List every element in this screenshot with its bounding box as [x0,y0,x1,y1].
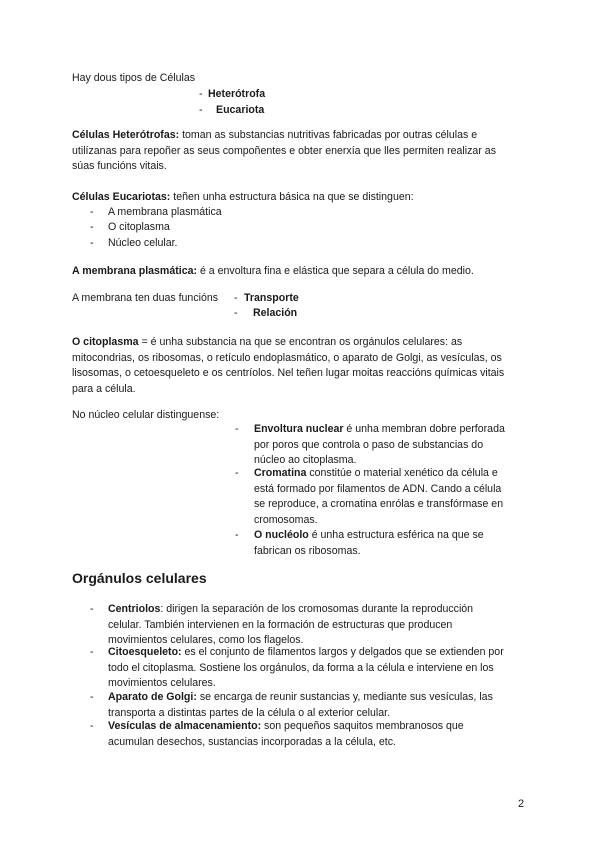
list-dash: - [235,423,239,435]
heterotrofas-line: utilízanas para repoñer as seus compoñentes e obter enerxía que lles permiten realizar as [72,144,496,157]
organulo-line: transporta a distintas partes de la célula o al exterior celular. [108,706,391,719]
intro-text: Hay dous tipos de Células [72,72,196,84]
list-dash: - [90,646,94,658]
organulo-line: acumulan desechos, sustancias incorporadas a la célula, etc. [108,735,396,748]
nucleo-line: está formado por filamentos de ADN. Cando a célula [254,482,502,495]
eucariotas-term: Células Eucariotas: [72,191,171,203]
organulo-term: Centriolos [108,603,161,615]
citoplasma-paragraph [72,335,530,397]
list-dash: - [234,307,238,319]
list-dash: - [90,221,94,233]
nucleo-term: Cromatina [254,467,307,479]
type-dash: - [199,88,203,100]
nucleo-line: cromosomas. [254,513,318,526]
nucleo-term: O nucléolo [254,529,309,541]
function-relacion: Relación [253,307,298,319]
eucariotas-text: teñen unha estructura básica na que se distinguen: [170,191,414,203]
organulo-item [108,690,538,721]
organulo-term: Vesículas de almacenamiento: [108,720,262,732]
eucariotas-paragraph [72,190,530,206]
list-dash: - [90,720,94,732]
nucleo-item [254,422,534,469]
nucleo-intro: No núcleo celular distinguense: [72,409,220,421]
nucleo-item [254,528,534,559]
list-dash: - [235,467,239,479]
organulo-term: Citoesqueleto: [108,646,182,658]
type-dash: - [199,104,203,116]
heterotrofas-paragraph [72,128,530,175]
organulo-line: se encarga de reunir sustancias y, mediante sus vesículas, las [196,691,493,703]
citoplasma-term: O citoplasma [72,336,139,348]
organulo-line: son pequeños saquitos membranosos que [261,720,464,732]
organulo-line: todo el citoplasma. Sostiene los orgánulos, da forma a la célula e interviene en los [108,661,494,674]
organulo-line: es el conjunto de filamentos largos y delgados que se extienden por [181,646,504,658]
citoplasma-line: para a célula. [72,382,136,395]
citoplasma-line: = é unha substancia na que se encontran os orgánulos celulares: as [138,336,463,348]
citoplasma-line: mitocondrias, os ribosomas, o retículo endoplasmático, o aparato de Golgi, as vesículas, os [72,351,502,364]
nucleo-item [254,466,534,528]
nucleo-line: é unha estructura esférica na que se [308,529,484,541]
list-dash: - [90,691,94,703]
heterotrofas-term: Células Heterótrofas: [72,129,180,141]
nucleo-line: fabrican os ribosomas. [254,544,361,557]
nucleo-line: por poros que controla o paso de substancias do [254,438,484,451]
organulo-item [108,645,538,692]
nucleo-line: é unha membran dobre perforada [343,423,505,435]
organulo-item [108,719,538,750]
list-dash: - [90,206,94,218]
nucleo-line: se reproduce, a cromatina enrólas e transfórmase en [254,498,504,510]
membrana-text: é a envoltura fina e elástica que separa a célula do medio. [197,265,474,277]
organulos-heading: Orgánulos celulares [72,570,207,586]
organulo-term: Aparato de Golgi: [108,691,197,703]
membrana-paragraph [72,264,530,280]
eucariota-item: A membrana plasmática [108,206,222,218]
list-dash: - [90,603,94,615]
function-transporte: Transporte [244,292,299,304]
membrana-term: A membrana plasmática: [72,265,198,277]
nucleo-line: constitúe o material xenético da célula e [306,467,498,479]
organulo-line: : dirigen la separación de los cromosomas durante la reproducción [160,603,474,615]
type-heterotrofa: Heterótrofa [208,88,266,100]
list-dash: - [234,292,238,304]
organulo-line: celular. También intervienen en la formación de estructuras que producen [108,618,453,631]
eucariota-item: O citoplasma [108,221,170,233]
citoplasma-line: lisosomas, o cetoesqueleto e os centríolos. Nel teñen lugar moitas reaccións químicas vitais [72,367,505,379]
heterotrofas-line: toman as substancias nutritivas fabricadas por outras células e [179,129,478,141]
list-dash: - [90,237,94,249]
membrana-functions-text: A membrana ten duas funcións [72,292,219,304]
organulo-line: movimientos celulares. [108,677,216,689]
heterotrofas-line: súas funcións vitais. [72,160,167,172]
nucleo-line: núcleo ao citoplasma. [254,454,357,466]
list-dash: - [235,529,239,541]
nucleo-term: Envoltura nuclear [254,423,344,435]
page-number: 2 [518,798,525,810]
organulo-line: movimientos celulares, como los flagelos. [108,634,304,646]
organulo-item [108,602,538,649]
type-eucariota: Eucariota [216,104,265,116]
eucariota-item: Núcleo celular. [108,237,178,249]
